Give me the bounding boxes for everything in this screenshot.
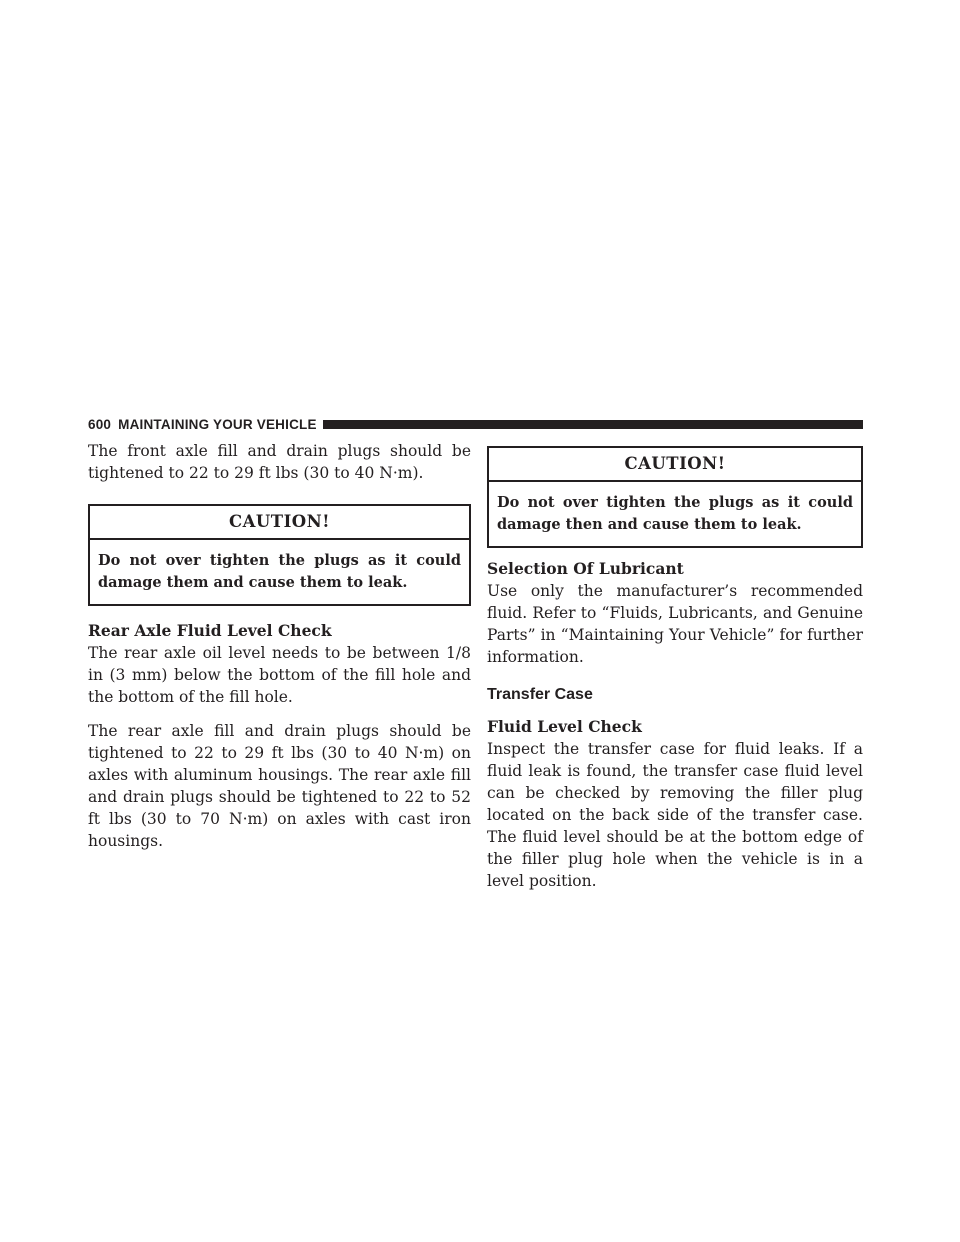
caution-title: CAUTION! bbox=[489, 448, 861, 482]
section-title: MAINTAINING YOUR VEHICLE bbox=[118, 416, 317, 432]
caution-text: Do not over tighten the plugs as it could damage them and cause them to leak. bbox=[98, 552, 461, 591]
lubricant-heading: Selection Of Lubricant bbox=[487, 559, 684, 578]
rear-axle-heading: Rear Axle Fluid Level Check bbox=[88, 621, 332, 640]
page-number: 600 bbox=[88, 416, 112, 432]
caution-box bbox=[487, 446, 863, 548]
caution-text: Do not over tighten the plugs as it could damage then and cause them to leak. bbox=[497, 494, 853, 533]
page-header bbox=[88, 416, 863, 432]
right-column bbox=[487, 440, 863, 904]
caution-title: CAUTION! bbox=[90, 506, 469, 540]
header-rule bbox=[323, 420, 863, 429]
transfer-case-heading: Transfer Case bbox=[487, 686, 593, 703]
fluid-level-heading: Fluid Level Check bbox=[487, 717, 642, 736]
front-axle-paragraph: The front axle fill and drain plugs should be tightened to 22 to 29 ft lbs (30 to 40 N·m). bbox=[88, 442, 471, 482]
rear-axle-torque-paragraph: The rear axle fill and drain plugs should be tightened to 22 to 29 ft lbs (30 to 40 N·m) on axles with aluminum housings. The rear axle fill and drain plugs should be tightened to 22 to 52 ft lbs (30 to 70 N·m) on axles with cast iron housings. bbox=[88, 722, 471, 850]
rear-axle-level-paragraph: The rear axle oil level needs to be between 1/8 in (3 mm) below the bottom of the fill hole and the bottom of the fill hole. bbox=[88, 644, 471, 706]
left-column bbox=[88, 440, 471, 864]
caution-box bbox=[88, 504, 471, 606]
lubricant-paragraph: Use only the manufacturer’s recommended fluid. Refer to “Fluids, Lubricants, and Genuine Parts” in “Maintaining Your Vehicle” for further information. bbox=[487, 582, 863, 666]
fluid-level-paragraph: Inspect the transfer case for fluid leaks. If a fluid leak is found, the transfer case fluid level can be checked by removing the filler plug located on the back side of the transfer case. The fluid level should be at the bottom edge of the filler plug hole when the vehicle is in a level position. bbox=[487, 740, 863, 890]
